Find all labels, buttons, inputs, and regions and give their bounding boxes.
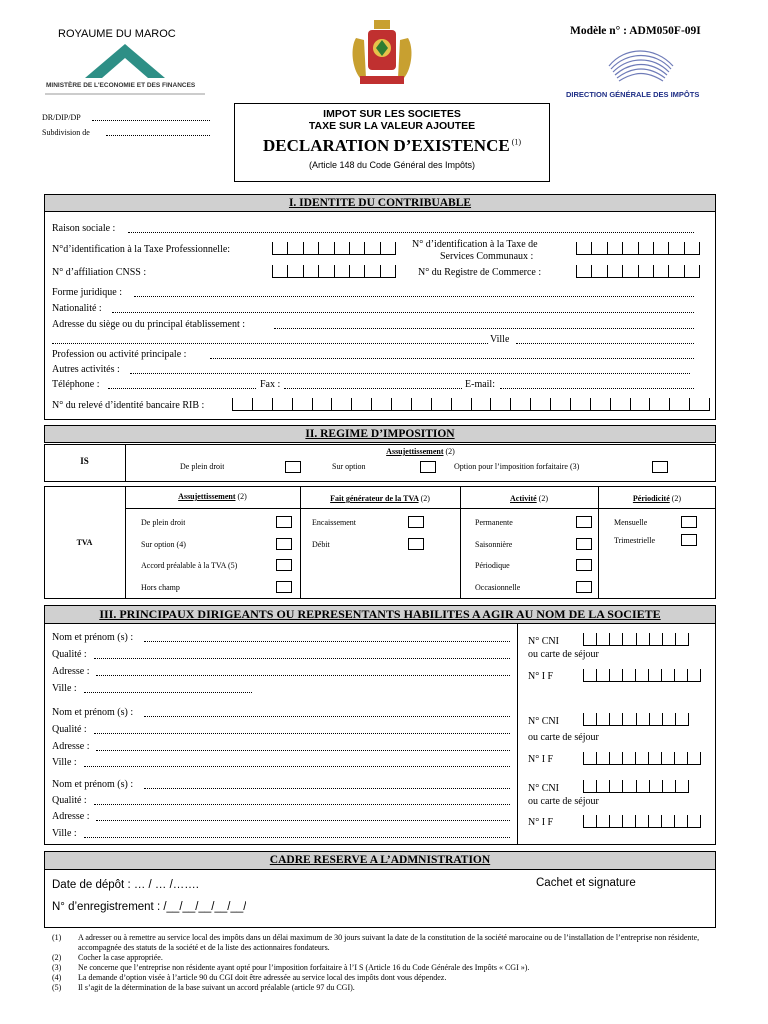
dirigeant-1-cni-cells[interactable] — [583, 633, 689, 646]
dirigeant-2-nom-input[interactable] — [144, 707, 510, 717]
footnote-4: (4) La demande d’option visée à l’article 90 du CGI doit être adressée au service local des impôts dont vous dépendez. — [52, 973, 447, 982]
dirigeant-2-adresse-input[interactable] — [96, 741, 510, 751]
cnss-label: N° d’affiliation CNSS : — [52, 267, 147, 278]
nationalite-input[interactable] — [112, 303, 694, 313]
dirigeant-3-qualite-input[interactable] — [94, 795, 510, 805]
email-input[interactable] — [500, 379, 694, 389]
dirigeant-2-if-label: N° I F — [528, 754, 554, 765]
tva-assuj-plein-droit-checkbox[interactable] — [276, 516, 292, 528]
tva-assuj-item: De plein droit — [141, 518, 186, 527]
rib-cells[interactable] — [232, 398, 710, 411]
dgi-logo-icon — [605, 40, 677, 90]
tva-col-periodicite: Périodicité (2) — [632, 494, 682, 503]
subdivision-input[interactable] — [106, 127, 210, 136]
dirigeant-2-qualite-input[interactable] — [94, 724, 510, 734]
is-opt-plein-droit-checkbox[interactable] — [285, 461, 301, 473]
adresse-label: Adresse du siège ou du principal établissement : — [52, 319, 246, 330]
tva-activite-item: Occasionnelle — [475, 583, 521, 592]
tva-activite-periodique-checkbox[interactable] — [576, 559, 592, 571]
footnote-5: (5) Il s’agit de la détermination de la base suivant un accord préalable (article 97 du CGI). — [52, 983, 355, 992]
autres-input[interactable] — [130, 364, 690, 374]
section-regime-title: II. REGIME D’IMPOSITION — [44, 425, 716, 443]
forme-juridique-label: Forme juridique : — [52, 287, 122, 298]
title-line-1: IMPOT SUR LES SOCIETES — [323, 108, 461, 120]
fax-input[interactable] — [284, 379, 462, 389]
autres-label: Autres activités : — [52, 364, 120, 375]
dirigeant-1-adresse-input[interactable] — [96, 666, 510, 676]
section-dirigeants-title: III. PRINCIPAUX DIRIGEANTS OU REPRESENTANTS HABILITES A AGIR AU NOM DE LA SOCIETE — [44, 605, 716, 624]
adresse-input[interactable] — [274, 319, 694, 329]
rc-label: N° du Registre de Commerce : — [418, 267, 542, 278]
dirigeant-3-cni-label: N° CNI — [528, 783, 559, 794]
section-identite-title: I. IDENTITE DU CONTRIBUABLE — [44, 194, 716, 212]
footnote-1: (1) A adresser ou à remettre au service local des impôts dans un délai maximum de 30 jours suivant la date de la constitution de la société marocaine ou de l’installation de l’entreprise non résidente, accompagnée des statuts de la société et de la liste des actionnaires fondateurs. — [52, 933, 700, 952]
tva-activite-item: Saisonnière — [475, 540, 513, 549]
is-opt-option-label: Sur option — [332, 462, 366, 471]
tva-fait-encaissement-checkbox[interactable] — [408, 516, 424, 528]
is-opt-forfaitaire-label: Option pour l’imposition forfaitaire (3) — [454, 462, 580, 471]
dirigeant-1-carte-label: ou carte de séjour — [528, 649, 599, 660]
tva-col-fait: Fait générateur de la TVA (2) — [330, 494, 430, 503]
raison-sociale-input[interactable] — [128, 223, 694, 233]
date-depot-label: Date de dépôt : … / … /……. — [52, 879, 200, 891]
coat-of-arms — [346, 18, 418, 88]
dirigeant-2-cni-label: N° CNI — [528, 716, 559, 727]
cachet-label: Cachet et signature — [536, 877, 636, 889]
dirigeant-3-if-cells[interactable] — [583, 815, 701, 828]
tva-label: TVA — [76, 538, 93, 547]
dirigeant-3-adresse-label: Adresse : — [52, 811, 90, 822]
tva-activite-occasionnelle-checkbox[interactable] — [576, 581, 592, 593]
rc-cells[interactable] — [576, 265, 700, 278]
footnote-3: (3) Ne concerne que l’entreprise non résidente ayant opté pour l’imposition forfaitaire à l’I S (Article 16 du Code Générale des Impôts « CGI »). — [52, 963, 530, 972]
tva-assuj-item: Hors champ — [141, 583, 180, 592]
title-article: (Article 148 du Code Général des Impôts) — [308, 160, 476, 170]
id-tsc-label-2: Services Communaux : — [440, 251, 534, 262]
section-administration-title: CADRE RESERVE A L’ADMNISTRATION — [44, 851, 716, 870]
id-tsc-cells[interactable] — [576, 242, 700, 255]
dirigeant-3-adresse-input[interactable] — [96, 811, 510, 821]
tva-activite-item: Permanente — [475, 518, 513, 527]
dgi-logo — [605, 40, 677, 90]
modele-label: Modèle n° : ADM050F-09I — [570, 25, 701, 37]
dr-label: DR/DIP/DP — [42, 113, 81, 122]
tva-fait-item: Débit — [312, 540, 330, 549]
enregistrement-label: N° d’enregistrement : /__/__/__/__/__/ — [52, 901, 247, 913]
dirigeant-1-ville-input[interactable] — [84, 683, 252, 693]
telephone-input[interactable] — [108, 379, 256, 389]
dirigeant-2-cni-cells[interactable] — [583, 713, 689, 726]
dirigeant-2-carte-label: ou carte de séjour — [528, 732, 599, 743]
dirigeant-3-nom-label: Nom et prénom (s) : — [52, 779, 134, 790]
tva-assuj-accord-checkbox[interactable] — [276, 559, 292, 571]
dirigeant-1-nom-input[interactable] — [144, 632, 510, 642]
tva-periodicite-trimestrielle-checkbox[interactable] — [681, 534, 697, 546]
footnote-2: (2) Cocher la case appropriée. — [52, 953, 163, 962]
id-tsc-label-1: N° d’identification à la Taxe de — [412, 239, 538, 250]
dirigeant-1-adresse-label: Adresse : — [52, 666, 90, 677]
tva-assuj-item: Sur option (4) — [141, 540, 186, 549]
tva-fait-debit-checkbox[interactable] — [408, 538, 424, 550]
id-tp-cells[interactable] — [272, 242, 396, 255]
adresse-input-2[interactable] — [52, 334, 488, 344]
tva-col-activite: Activité (2) — [510, 494, 548, 503]
dirigeant-2-nom-label: Nom et prénom (s) : — [52, 707, 134, 718]
dirigeant-1-if-label: N° I F — [528, 671, 554, 682]
tva-fait-item: Encaissement — [312, 518, 356, 527]
profession-input[interactable] — [210, 349, 694, 359]
nationalite-label: Nationalité : — [52, 303, 102, 314]
tva-activite-item: Périodique — [475, 561, 510, 570]
is-opt-option-checkbox[interactable] — [420, 461, 436, 473]
id-tp-label: N°d’identification à la Taxe Professionnelle: — [52, 244, 231, 255]
email-label: E-mail: — [465, 379, 495, 390]
ville-input[interactable] — [516, 334, 694, 344]
telephone-label: Téléphone : — [52, 379, 100, 390]
tva-assuj-item: Accord préalable à la TVA (5) — [141, 561, 238, 570]
ministry-label: MINISTÈRE DE L'ECONOMIE ET DES FINANCES — [46, 82, 196, 89]
fax-label: Fax : — [260, 379, 281, 390]
dirigeant-1-qualite-input[interactable] — [94, 649, 510, 659]
is-assuj-title: Assujettissement (2) — [386, 447, 455, 456]
is-opt-forfaitaire-checkbox[interactable] — [652, 461, 668, 473]
is-opt-plein-droit-label: De plein droit — [180, 462, 225, 471]
dgi-label: DIRECTION GÉNÉRALE DES IMPÔTS — [566, 90, 700, 99]
dirigeant-1-nom-label: Nom et prénom (s) : — [52, 632, 134, 643]
raison-sociale-label: Raison sociale : — [52, 223, 116, 234]
dirigeant-2-qualite-label: Qualité : — [52, 724, 87, 735]
title-line-2: TAXE SUR LA VALEUR AJOUTEE — [308, 120, 476, 132]
dirigeant-2-ville-label: Ville : — [52, 757, 77, 768]
tva-activite-saisonniere-checkbox[interactable] — [576, 538, 592, 550]
subdivision-label: Subdivision de — [42, 128, 90, 137]
dirigeant-3-carte-label: ou carte de séjour — [528, 796, 599, 807]
dirigeant-2-if-cells[interactable] — [583, 752, 701, 765]
dr-input[interactable] — [92, 112, 210, 121]
royaume-label: ROYAUME DU MAROC — [58, 28, 176, 40]
dirigeant-1-qualite-label: Qualité : — [52, 649, 87, 660]
ville-label: Ville — [490, 334, 510, 345]
dirigeant-1-cni-label: N° CNI — [528, 636, 559, 647]
dirigeant-3-ville-input[interactable] — [84, 828, 510, 838]
dirigeant-1-ville-label: Ville : — [52, 683, 77, 694]
profession-label: Profession ou activité principale : — [52, 349, 187, 360]
dirigeant-3-ville-label: Ville : — [52, 828, 77, 839]
coat-of-arms-icon — [346, 18, 418, 88]
dirigeant-1-if-cells[interactable] — [583, 669, 701, 682]
dirigeant-3-if-label: N° I F — [528, 817, 554, 828]
rib-label: N° du relevé d’identité bancaire RIB : — [52, 400, 205, 411]
tva-periodicite-mensuelle-checkbox[interactable] — [681, 516, 697, 528]
dirigeant-3-cni-cells[interactable] — [583, 780, 689, 793]
tva-assuj-hors-champ-checkbox[interactable] — [276, 581, 292, 593]
tva-periodicite-item: Mensuelle — [614, 518, 648, 527]
footnotes — [52, 933, 716, 993]
tva-assuj-option-checkbox[interactable] — [276, 538, 292, 550]
dirigeant-2-ville-input[interactable] — [84, 757, 510, 767]
title-main: DECLARATION D’EXISTENCE $^{(1)}$ — [262, 136, 522, 155]
dirigeant-3-nom-input[interactable] — [144, 779, 510, 789]
dirigeant-3-qualite-label: Qualité : — [52, 795, 87, 806]
cnss-cells[interactable] — [272, 265, 396, 278]
tva-col-assuj: Assujettissement (2) — [178, 492, 247, 501]
is-label: IS — [80, 456, 89, 466]
forme-juridique-input[interactable] — [134, 287, 694, 297]
dirigeant-2-adresse-label: Adresse : — [52, 741, 90, 752]
tva-periodicite-item: Trimestrielle — [614, 536, 656, 545]
tva-activite-permanente-checkbox[interactable] — [576, 516, 592, 528]
